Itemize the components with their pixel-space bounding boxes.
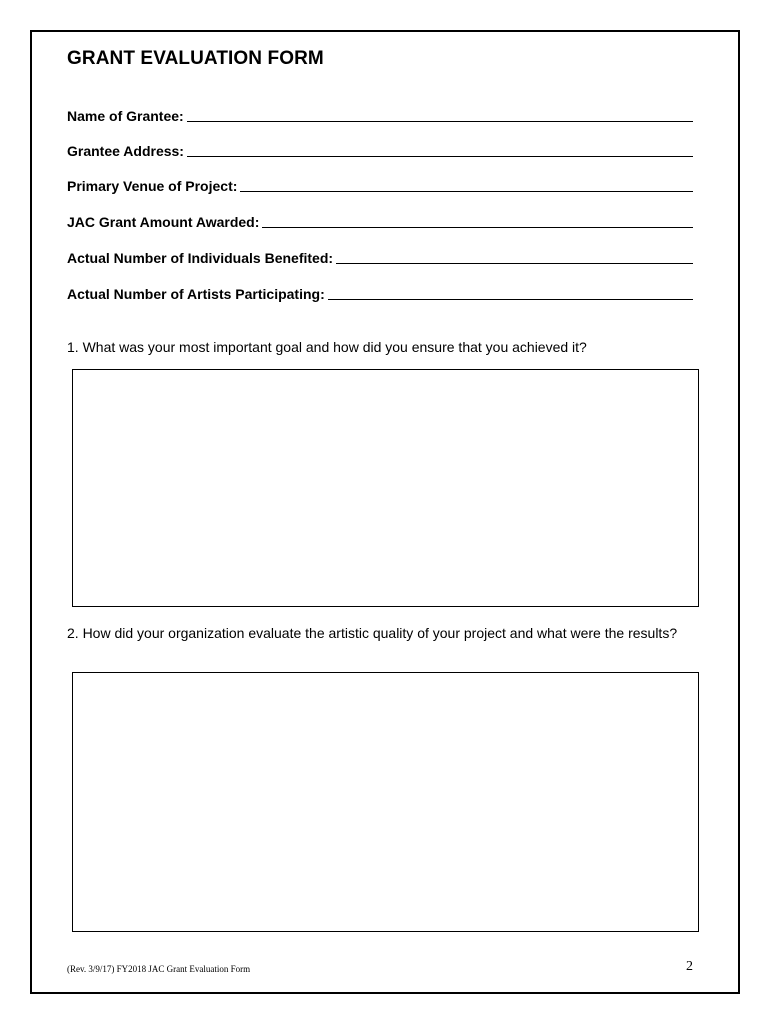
question-1-text: 1. What was your most important goal and how did you ensure that you achieved it?: [67, 339, 587, 355]
artists-participating-field[interactable]: [67, 284, 693, 302]
field-label: JAC Grant Amount Awarded:: [67, 214, 260, 230]
grant-amount-field[interactable]: [67, 212, 693, 230]
field-input-line[interactable]: [328, 285, 693, 300]
field-input-line[interactable]: [262, 213, 693, 228]
question-1-answer-box[interactable]: [72, 369, 699, 607]
page-number: 2: [686, 959, 693, 974]
primary-venue-field[interactable]: [67, 176, 693, 194]
field-input-line[interactable]: [240, 177, 693, 192]
field-label: Actual Number of Individuals Benefited:: [67, 250, 334, 266]
field-input-line[interactable]: [187, 107, 693, 122]
form-title: GRANT EVALUATION FORM: [67, 48, 324, 69]
field-label: Primary Venue of Project:: [67, 178, 238, 194]
question-2-text: 2. How did your organization evaluate the artistic quality of your project and what were the results?: [67, 625, 678, 641]
name-of-grantee-field[interactable]: [67, 106, 693, 124]
field-input-line[interactable]: [336, 249, 693, 264]
field-label: Actual Number of Artists Participating:: [67, 286, 325, 302]
footer-revision: (Rev. 3/9/17) FY2018 JAC Grant Evaluation Form: [67, 964, 251, 974]
field-label: Name of Grantee:: [67, 108, 184, 124]
field-input-line[interactable]: [187, 142, 693, 157]
individuals-benefited-field[interactable]: [67, 248, 693, 266]
question-2-answer-box[interactable]: [72, 672, 699, 932]
field-label: Grantee Address:: [67, 143, 184, 159]
grantee-address-field[interactable]: [67, 141, 693, 159]
